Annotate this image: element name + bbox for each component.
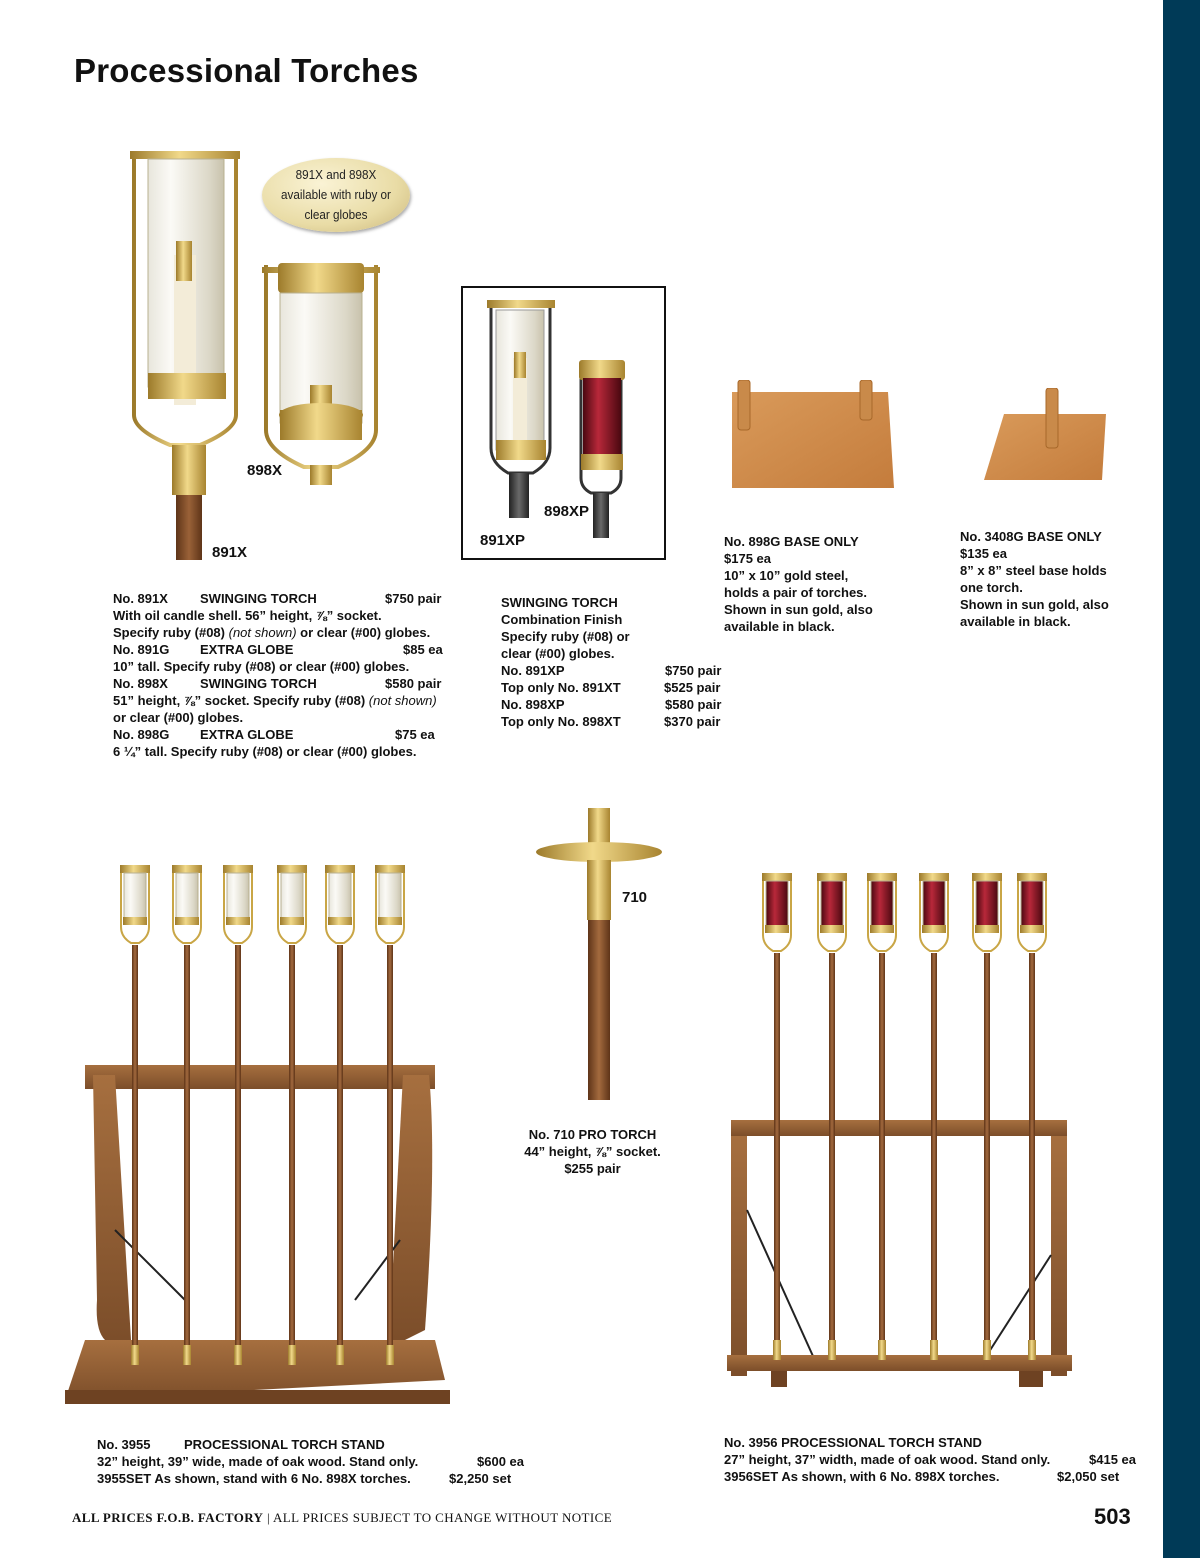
torch-891x-898x-description [113, 590, 443, 760]
item-number: No. 898XP [501, 697, 565, 712]
item-name: PROCESSIONAL TORCH STAND [184, 1437, 385, 1452]
page-number: 503 [1094, 1504, 1131, 1529]
not-shown-note: (not shown) [368, 693, 437, 708]
stand-3955-image [65, 860, 450, 1408]
item-detail: one torch. [960, 580, 1023, 595]
stand-3956-image [727, 865, 1072, 1390]
item-price: $2,050 set [1057, 1469, 1120, 1484]
item-price: $600 ea [477, 1454, 524, 1469]
stand-3955-description [97, 1436, 524, 1487]
label-710: 710 [622, 889, 648, 906]
item-name: EXTRA GLOBE [200, 642, 294, 657]
item-detail: 10” tall. Specify ruby (#08) or clear (#00) globes. [113, 659, 410, 674]
item-detail: No. 710 PRO TORCH [528, 1127, 657, 1142]
item-name: SWINGING TORCH [200, 591, 317, 606]
combination-finish-frame [461, 286, 666, 560]
item-detail: Shown in sun gold, also [960, 597, 1109, 612]
stand-3956-torch [1017, 873, 1047, 1360]
base-898g-description [724, 533, 873, 635]
item-detail: SWINGING TORCH [501, 595, 618, 610]
combination-finish-description [501, 594, 722, 730]
item-detail: or clear (#00) globes. [113, 710, 244, 725]
item-detail: 27” height, 37” width, made of oak wood. Stand only. [724, 1452, 1051, 1467]
item-detail: 44” height, ⅞” socket. [524, 1144, 661, 1159]
item-detail: No. 898G BASE ONLY [724, 534, 859, 549]
item-detail: clear (#00) globes. [501, 646, 615, 661]
page-title: Processional Torches [74, 52, 419, 89]
stand-3956-torch [972, 873, 1002, 1360]
footer-right: ALL PRICES SUBJECT TO CHANGE WITHOUT NOTICE [272, 1510, 613, 1525]
item-detail: Specify ruby (#08) or [501, 629, 630, 644]
item-detail: 8” x 8” steel base holds [960, 563, 1107, 578]
stand-3956-torch [817, 873, 847, 1360]
torch-891x-image [120, 145, 250, 560]
item-detail: 10” x 10” gold steel, [724, 568, 849, 583]
not-shown-note: (not shown) [228, 625, 297, 640]
stand-3956-description [724, 1434, 1136, 1485]
item-detail: 3955SET As shown, stand with 6 No. 898X torches. [97, 1471, 411, 1486]
item-number: No. 3955 [97, 1437, 151, 1452]
item-detail: 32” height, 39” wide, made of oak wood. Stand only. [97, 1454, 419, 1469]
item-price: $580 pair [385, 676, 442, 691]
badge-line: 891X and 898X [295, 167, 377, 182]
base-3408g-image [984, 388, 1106, 480]
item-number: No. 898X [113, 676, 168, 691]
item-number: Top only No. 891XT [501, 680, 621, 695]
item-detail: $135 ea [960, 546, 1007, 561]
stand-3956-torch [867, 873, 897, 1360]
item-detail: available in black. [724, 619, 835, 634]
stand-3955-torch [325, 865, 355, 1365]
item-price: $75 ea [395, 727, 435, 742]
globe-availability-badge [262, 158, 410, 232]
item-detail: Specify ruby (#08) [113, 625, 225, 640]
footer-separator: | [267, 1510, 271, 1525]
item-detail: 51” height, ⅞” socket. Specify ruby (#08) [113, 693, 366, 708]
item-detail: With oil candle shell. 56” height, ⅞” socket. [113, 608, 382, 623]
item-detail: $255 pair [564, 1161, 621, 1176]
label-898xp: 898XP [544, 503, 590, 520]
item-price: $85 ea [403, 642, 443, 657]
item-detail: 3956SET As shown, with 6 No. 898X torches. [724, 1469, 1000, 1484]
item-detail: 6 ¼” tall. Specify ruby (#08) or clear (#00) globes. [113, 744, 417, 759]
label-891x: 891X [212, 544, 248, 561]
stand-3955-torch [277, 865, 307, 1365]
item-detail: Combination Finish [501, 612, 623, 627]
item-number: No. 891G [113, 642, 170, 657]
item-detail: Shown in sun gold, also [724, 602, 873, 617]
item-price: $750 pair [385, 591, 442, 606]
page-edge-bar [1163, 0, 1200, 1558]
item-price: $750 pair [665, 663, 722, 678]
item-number: No. 898G [113, 727, 170, 742]
base-3408g-description [960, 528, 1109, 630]
badge-line: clear globes [304, 207, 368, 222]
torch-710-description [500, 1126, 685, 1177]
item-detail: holds a pair of torches. [724, 585, 868, 600]
badge-line: available with ruby or [281, 187, 391, 202]
item-price: $580 pair [665, 697, 722, 712]
item-detail: No. 3408G BASE ONLY [960, 529, 1102, 544]
footer-disclaimer [72, 1510, 612, 1526]
stand-3956-torch [919, 873, 949, 1360]
label-891xp: 891XP [480, 532, 526, 549]
item-number: Top only No. 898XT [501, 714, 621, 729]
item-name: SWINGING TORCH [200, 676, 317, 691]
item-number: No. 891XP [501, 663, 565, 678]
item-number: No. 891X [113, 591, 168, 606]
label-898x: 898X [247, 462, 283, 479]
item-price: $525 pair [664, 680, 721, 695]
stand-3956-torch [762, 873, 792, 1360]
torch-898x-image [256, 255, 386, 485]
footer-left: ALL PRICES F.O.B. FACTORY [72, 1510, 264, 1525]
item-detail: $175 ea [724, 551, 771, 566]
item-name: No. 3956 PROCESSIONAL TORCH STAND [724, 1435, 982, 1450]
item-price: $415 ea [1089, 1452, 1136, 1467]
stand-3955-torch [172, 865, 202, 1365]
item-price: $370 pair [664, 714, 721, 729]
item-price: $2,250 set [449, 1471, 512, 1486]
base-898g-image [728, 380, 894, 490]
item-detail: available in black. [960, 614, 1071, 629]
stand-3955-torch [223, 865, 253, 1365]
torch-710-image [536, 808, 666, 1103]
item-name: EXTRA GLOBE [200, 727, 294, 742]
item-detail: or clear (#00) globes. [300, 625, 431, 640]
